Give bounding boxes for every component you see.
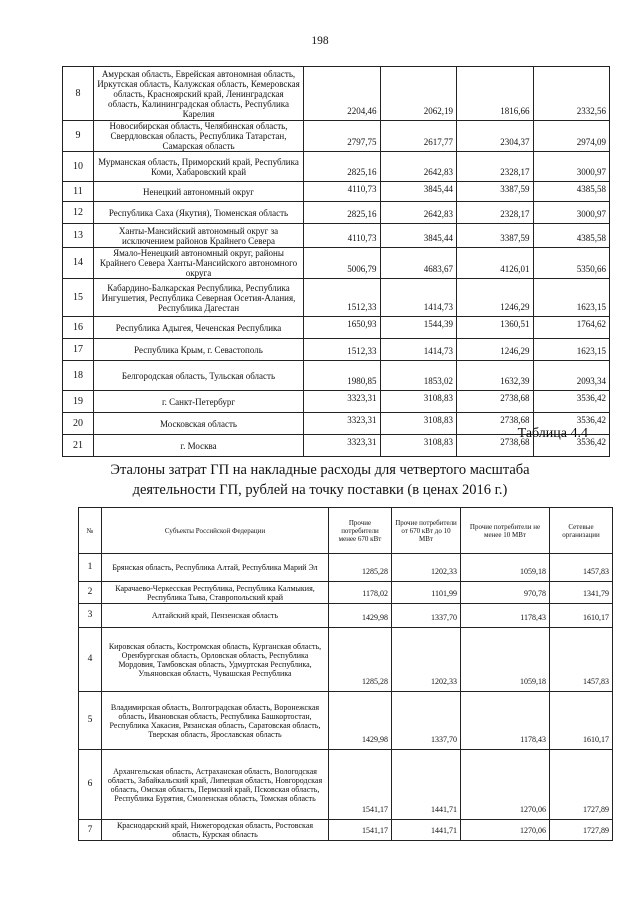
- value-cell: 2062,19: [380, 67, 457, 121]
- value-cell: 1246,29: [457, 279, 534, 317]
- region-cell: Амурская область, Еврейская автономная область, Иркутская область, Калужская область, Кемеровская область, Красноярский край, Ленинградская область, Калининградская область, Республика Карелия: [94, 67, 304, 121]
- value-cell: 3387,59: [457, 224, 534, 248]
- value-cell: 1178,02: [329, 582, 392, 604]
- value-cell: 3387,59: [457, 182, 534, 202]
- value-cell: 1853,02: [380, 361, 457, 391]
- value-cell: 5350,66: [533, 248, 610, 279]
- value-cell: 3536,42: [533, 391, 610, 413]
- value-cell: 2642,83: [380, 202, 457, 224]
- header-670kw-10mw: Прочие потребители от 670 кВт до 10 МВт: [392, 508, 461, 554]
- value-cell: 1429,98: [329, 604, 392, 628]
- header-over-10mw: Прочие потребители не менее 10 МВт: [461, 508, 550, 554]
- value-cell: 2738,68: [457, 413, 534, 435]
- value-cell: 3108,83: [380, 435, 457, 457]
- table-row: [63, 121, 610, 152]
- table-row: [79, 628, 613, 692]
- value-cell: 1650,93: [304, 317, 381, 339]
- value-cell: 1341,79: [550, 582, 613, 604]
- header-region: Субъекты Российской Федерации: [102, 508, 329, 554]
- table-row: [79, 604, 613, 628]
- region-cell: Ненецкий автономный округ: [94, 182, 304, 202]
- value-cell: 1512,33: [304, 279, 381, 317]
- region-cell: Архангельская область, Астраханская область, Вологодская область, Забайкальский край, Липецкая область, Новгородская область, Омская область, Пермский край, Псковская область, Республика Бурятия, Смоленская область, Томская область: [102, 750, 329, 820]
- region-cell: Владимирская область, Волгоградская область, Воронежская область, Ивановская область, Республика Башкортостан, Республика Хакасия, Рязанская область, Саратовская область, Тверская область, Ярославская область: [102, 692, 329, 750]
- table-row: [63, 339, 610, 361]
- region-cell: Ямало-Ненецкий автономный округ, районы Крайнего Севера Ханты-Мансийского автономного округа: [94, 248, 304, 279]
- title-line-2: деятельности ГП, рублей на точку поставки (в ценах 2016 г.): [132, 482, 508, 498]
- value-cell: 1202,33: [392, 628, 461, 692]
- row-number: 5: [79, 692, 102, 750]
- value-cell: 5006,79: [304, 248, 381, 279]
- value-cell: 1441,71: [392, 750, 461, 820]
- row-number: 3: [79, 604, 102, 628]
- title-line-1: Эталоны затрат ГП на накладные расходы для четвертого масштаба: [110, 462, 530, 478]
- value-cell: 2642,83: [380, 152, 457, 182]
- table-header-row: [79, 508, 613, 554]
- value-cell: 1980,85: [304, 361, 381, 391]
- row-number: 10: [63, 152, 94, 182]
- table-row: [79, 554, 613, 582]
- region-cell: Алтайский край, Пензенская область: [102, 604, 329, 628]
- value-cell: 2093,34: [533, 361, 610, 391]
- value-cell: 970,78: [461, 582, 550, 604]
- row-number: 2: [79, 582, 102, 604]
- row-number: 17: [63, 339, 94, 361]
- value-cell: 3323,31: [304, 435, 381, 457]
- value-cell: 1541,17: [329, 820, 392, 841]
- value-cell: 1764,62: [533, 317, 610, 339]
- value-cell: 1541,17: [329, 750, 392, 820]
- value-cell: 2738,68: [457, 435, 534, 457]
- region-cell: Краснодарский край, Нижегородская область, Ростовская область, Курская область: [102, 820, 329, 841]
- value-cell: 1246,29: [457, 339, 534, 361]
- table-row: [63, 361, 610, 391]
- value-cell: 1623,15: [533, 279, 610, 317]
- value-cell: 3536,42: [533, 413, 610, 435]
- row-number: 12: [63, 202, 94, 224]
- value-cell: 2825,16: [304, 202, 381, 224]
- value-cell: 1441,71: [392, 820, 461, 841]
- table-row: [79, 692, 613, 750]
- region-cell: Республика Саха (Якутия), Тюменская область: [94, 202, 304, 224]
- region-cell: Ханты-Мансийский автономный округ за исключением районов Крайнего Севера: [94, 224, 304, 248]
- region-cell: г. Москва: [94, 435, 304, 457]
- value-cell: 1285,28: [329, 554, 392, 582]
- value-cell: 1623,15: [533, 339, 610, 361]
- table-row: [63, 279, 610, 317]
- table-caption: Таблица 4.4: [517, 426, 588, 441]
- value-cell: 3536,42: [533, 435, 610, 457]
- table-row: [63, 152, 610, 182]
- region-cell: Новосибирская область, Челябинская область, Свердловская область, Республика Татарстан, Самарская область: [94, 121, 304, 152]
- value-cell: 2974,09: [533, 121, 610, 152]
- region-cell: Республика Крым, г. Севастополь: [94, 339, 304, 361]
- row-number: 18: [63, 361, 94, 391]
- row-number: 4: [79, 628, 102, 692]
- row-number: 6: [79, 750, 102, 820]
- value-cell: 1632,39: [457, 361, 534, 391]
- value-cell: 1610,17: [550, 604, 613, 628]
- value-cell: 1270,06: [461, 750, 550, 820]
- row-number: 15: [63, 279, 94, 317]
- value-cell: 2304,37: [457, 121, 534, 152]
- value-cell: 1457,83: [550, 628, 613, 692]
- value-cell: 4385,58: [533, 182, 610, 202]
- page-number: 198: [311, 35, 329, 47]
- row-number: 14: [63, 248, 94, 279]
- value-cell: 1178,43: [461, 692, 550, 750]
- value-cell: 1101,99: [392, 582, 461, 604]
- value-cell: 3323,31: [304, 391, 381, 413]
- value-cell: 2617,77: [380, 121, 457, 152]
- value-cell: 4110,73: [304, 224, 381, 248]
- value-cell: 3845,44: [380, 224, 457, 248]
- table-row: [63, 182, 610, 202]
- table-row: [63, 67, 610, 121]
- value-cell: 1429,98: [329, 692, 392, 750]
- value-cell: 4683,67: [380, 248, 457, 279]
- value-cell: 2204,46: [304, 67, 381, 121]
- value-cell: 1360,51: [457, 317, 534, 339]
- table-row: [63, 202, 610, 224]
- value-cell: 1727,89: [550, 750, 613, 820]
- value-cell: 4126,01: [457, 248, 534, 279]
- table-row: [63, 248, 610, 279]
- region-cell: г. Санкт-Петербург: [94, 391, 304, 413]
- region-cell: Карачаево-Черкесская Республика, Республика Калмыкия, Республика Тыва, Ставропольский край: [102, 582, 329, 604]
- value-cell: 2328,17: [457, 202, 534, 224]
- value-cell: 1178,43: [461, 604, 550, 628]
- value-cell: 3108,83: [380, 391, 457, 413]
- value-cell: 3000,97: [533, 202, 610, 224]
- row-number: 1: [79, 554, 102, 582]
- row-number: 11: [63, 182, 94, 202]
- value-cell: 1727,89: [550, 820, 613, 841]
- region-cell: Белгородская область, Тульская область: [94, 361, 304, 391]
- value-cell: 4385,58: [533, 224, 610, 248]
- row-number: 7: [79, 820, 102, 841]
- table-row: [79, 582, 613, 604]
- region-cell: Республика Адыгея, Чеченская Республика: [94, 317, 304, 339]
- row-number: 13: [63, 224, 94, 248]
- value-cell: 1610,17: [550, 692, 613, 750]
- value-cell: 2825,16: [304, 152, 381, 182]
- value-cell: 1512,33: [304, 339, 381, 361]
- header-number: №: [79, 508, 102, 554]
- header-network-organizations: Сетевые организации: [550, 508, 613, 554]
- row-number: 21: [63, 435, 94, 457]
- region-cell: Кабардино-Балкарская Республика, Республика Ингушетия, Республика Северная Осетия-Алания, Республика Дагестан: [94, 279, 304, 317]
- value-cell: 1202,33: [392, 554, 461, 582]
- section-title: [0, 460, 640, 500]
- value-cell: 4110,73: [304, 182, 381, 202]
- table-row: [63, 224, 610, 248]
- value-cell: 3323,31: [304, 413, 381, 435]
- value-cell: 1816,66: [457, 67, 534, 121]
- value-cell: 2332,56: [533, 67, 610, 121]
- table-row: [63, 391, 610, 413]
- value-cell: 3108,83: [380, 413, 457, 435]
- regional-costs-table-continued: [62, 66, 610, 457]
- row-number: 19: [63, 391, 94, 413]
- value-cell: 1059,18: [461, 628, 550, 692]
- value-cell: 2797,75: [304, 121, 381, 152]
- value-cell: 1544,39: [380, 317, 457, 339]
- value-cell: 1457,83: [550, 554, 613, 582]
- value-cell: 1270,06: [461, 820, 550, 841]
- value-cell: 3845,44: [380, 182, 457, 202]
- value-cell: 1059,18: [461, 554, 550, 582]
- value-cell: 2738,68: [457, 391, 534, 413]
- value-cell: 1337,70: [392, 692, 461, 750]
- row-number: 16: [63, 317, 94, 339]
- table-row: [79, 820, 613, 841]
- row-number: 8: [63, 67, 94, 121]
- value-cell: 2328,17: [457, 152, 534, 182]
- overhead-cost-standards-table: [78, 507, 613, 841]
- table-row: [79, 750, 613, 820]
- header-under-670kw: Прочие потребители менее 670 кВт: [329, 508, 392, 554]
- region-cell: Брянская область, Республика Алтай, Республика Марий Эл: [102, 554, 329, 582]
- row-number: 20: [63, 413, 94, 435]
- region-cell: Кировская область, Костромская область, Курганская область, Оренбургская область, Орловская область, Республика Мордовия, Тамбовская область, Удмуртская Республика, Ульяновская область, Чувашская Республика: [102, 628, 329, 692]
- table-row: [63, 317, 610, 339]
- row-number: 9: [63, 121, 94, 152]
- value-cell: 3000,97: [533, 152, 610, 182]
- value-cell: 1414,73: [380, 279, 457, 317]
- value-cell: 1285,28: [329, 628, 392, 692]
- region-cell: Московская область: [94, 413, 304, 435]
- value-cell: 1337,70: [392, 604, 461, 628]
- value-cell: 1414,73: [380, 339, 457, 361]
- region-cell: Мурманская область, Приморский край, Республика Коми, Хабаровский край: [94, 152, 304, 182]
